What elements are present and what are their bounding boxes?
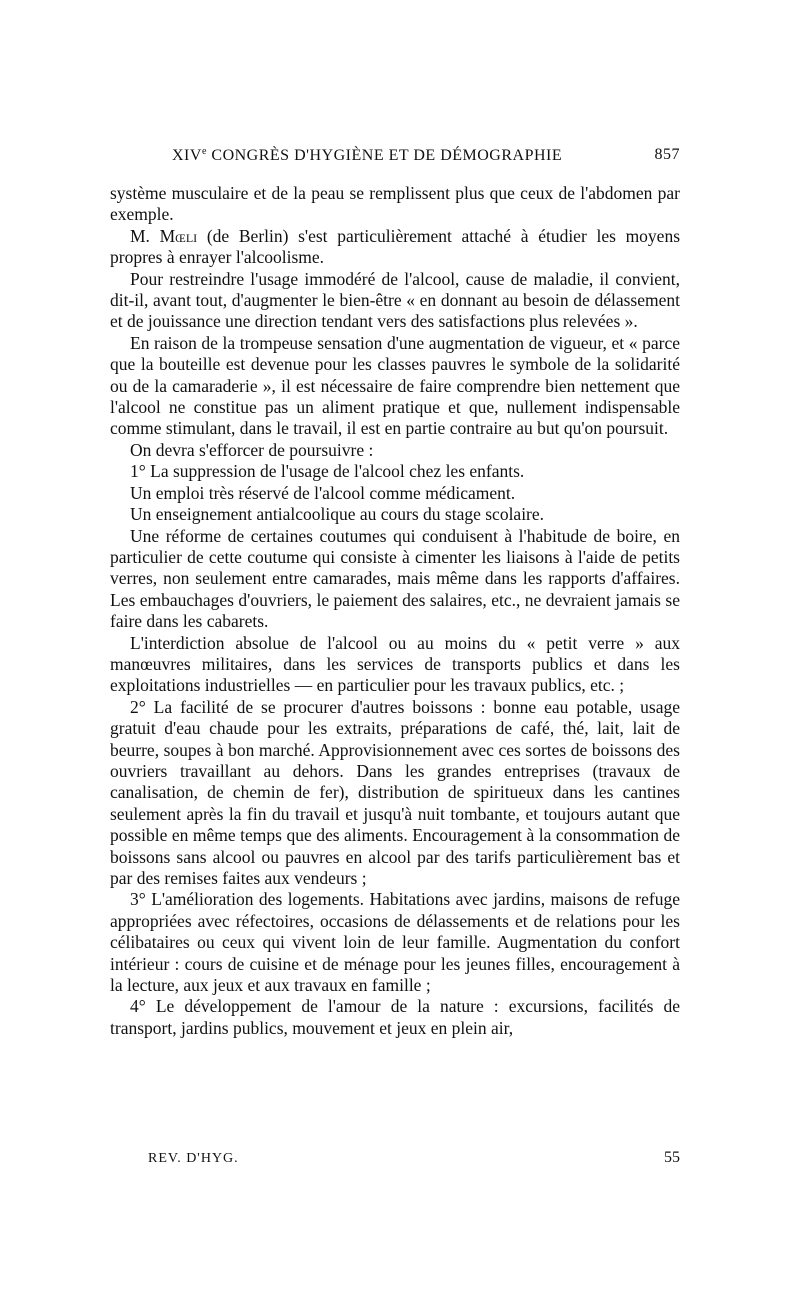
paragraph: On devra s'efforcer de poursuivre : <box>130 439 374 460</box>
paragraph-moeli: M. Mœli (de Berlin) s'est particulièrement attaché à étudier les moyens propres à enrayer l'alcoolisme. <box>110 225 681 268</box>
paragraph: Une réforme de certaines coutumes qui conduisent à l'habitude de boire, en particulier de cette coutume qui consiste à cimenter les liaisons à l'aide de petits verres, non seulement entre camarades, mais même dans les rapports d'affaires. Les embauchages d'ouvriers, le paiement des salaires, etc., ne devraient jamais se faire dans les cabarets. <box>110 525 680 632</box>
signature-mark: REV. D'HYG. <box>148 1151 239 1166</box>
paragraph: En raison de la trompeuse sensation d'une augmentation de vigueur, et « parce que la bouteille est devenue pour les classes pauvres le symbole de la solidarité ou de la camaraderie », il est nécessaire de faire comprendre bien nettement que l'alcool ne constitue pas un aliment pratique et que, nullement indispensable comme stimulant, dans le travail, il est en partie contraire au but qu'on poursuit. <box>110 332 680 439</box>
list-item: Un emploi très réservé de l'alcool comme médicament. <box>130 482 516 503</box>
page-number: 857 <box>654 146 680 163</box>
list-item: 3° L'amélioration des logements. Habitations avec jardins, maisons de refuge appropriées avec réfectoires, occasions de délassements et de relations pour les célibataires ou ceux qui vivent loin de leur famille. Augmentation du confort intérieur : cours de cuisine et de ménage pour les jeunes filles, encouragement à la lecture, aux jeux et aux travaux en famille ; <box>110 889 680 996</box>
paragraph: L'interdiction absolue de l'alcool ou au moins du « petit verre » aux manœuvres militaires, dans les services de transports publics et dans les exploitations industrielles — en particulier pour les travaux publics, etc. ; <box>110 632 680 696</box>
paragraph-continuation: système musculaire et de la peau se remplissent plus que ceux de l'abdomen par exemple. <box>110 183 680 225</box>
list-item: Un enseignement antialcoolique au cours du stage scolaire. <box>130 504 545 525</box>
signature-line <box>148 1151 680 1171</box>
speaker-name: Mœli <box>159 225 198 246</box>
running-header <box>110 146 680 170</box>
list-item: 1° La suppression de l'usage de l'alcool chez les enfants. <box>130 461 525 482</box>
paragraph: Pour restreindre l'usage immodéré de l'alcool, cause de maladie, il convient, dit-il, avant tout, d'augmenter le bien-être « en donnant au besoin de délassement et de jouissance une direction tendant vers des satisfactions plus relevées ». <box>110 268 680 332</box>
running-title: XIVe CONGRÈS D'HYGIÈNE ET DE DÉMOGRAPHIE <box>172 146 563 164</box>
list-item: 4° Le développement de l'amour de la nature : excursions, facilités de transport, jardins publics, mouvement et jeux en plein air, <box>110 996 680 1038</box>
signature-number: 55 <box>664 1149 680 1166</box>
list-item: 2° La facilité de se procurer d'autres boissons : bonne eau potable, usage gratuit d'eau chaude pour les extraits, préparations de café, thé, lait, lait de beurre, soupes à bon marché. Approvisionnement avec ces sortes de boissons des ouvriers travaillant au dehors. Dans les grandes entreprises (travaux de canalisation, de chemin de fer), distribution de spiritueux dans les cantines seulement après la fin du travail et jusqu'à nuit tombante, et toujours autant que possible en même temps que des aliments. Encouragement à la consommation de boissons sans alcool ou pauvres en alcool par des tarifs particulièrement bas et par des remises faites aux vendeurs ; <box>110 696 680 888</box>
body-text <box>110 183 680 1039</box>
